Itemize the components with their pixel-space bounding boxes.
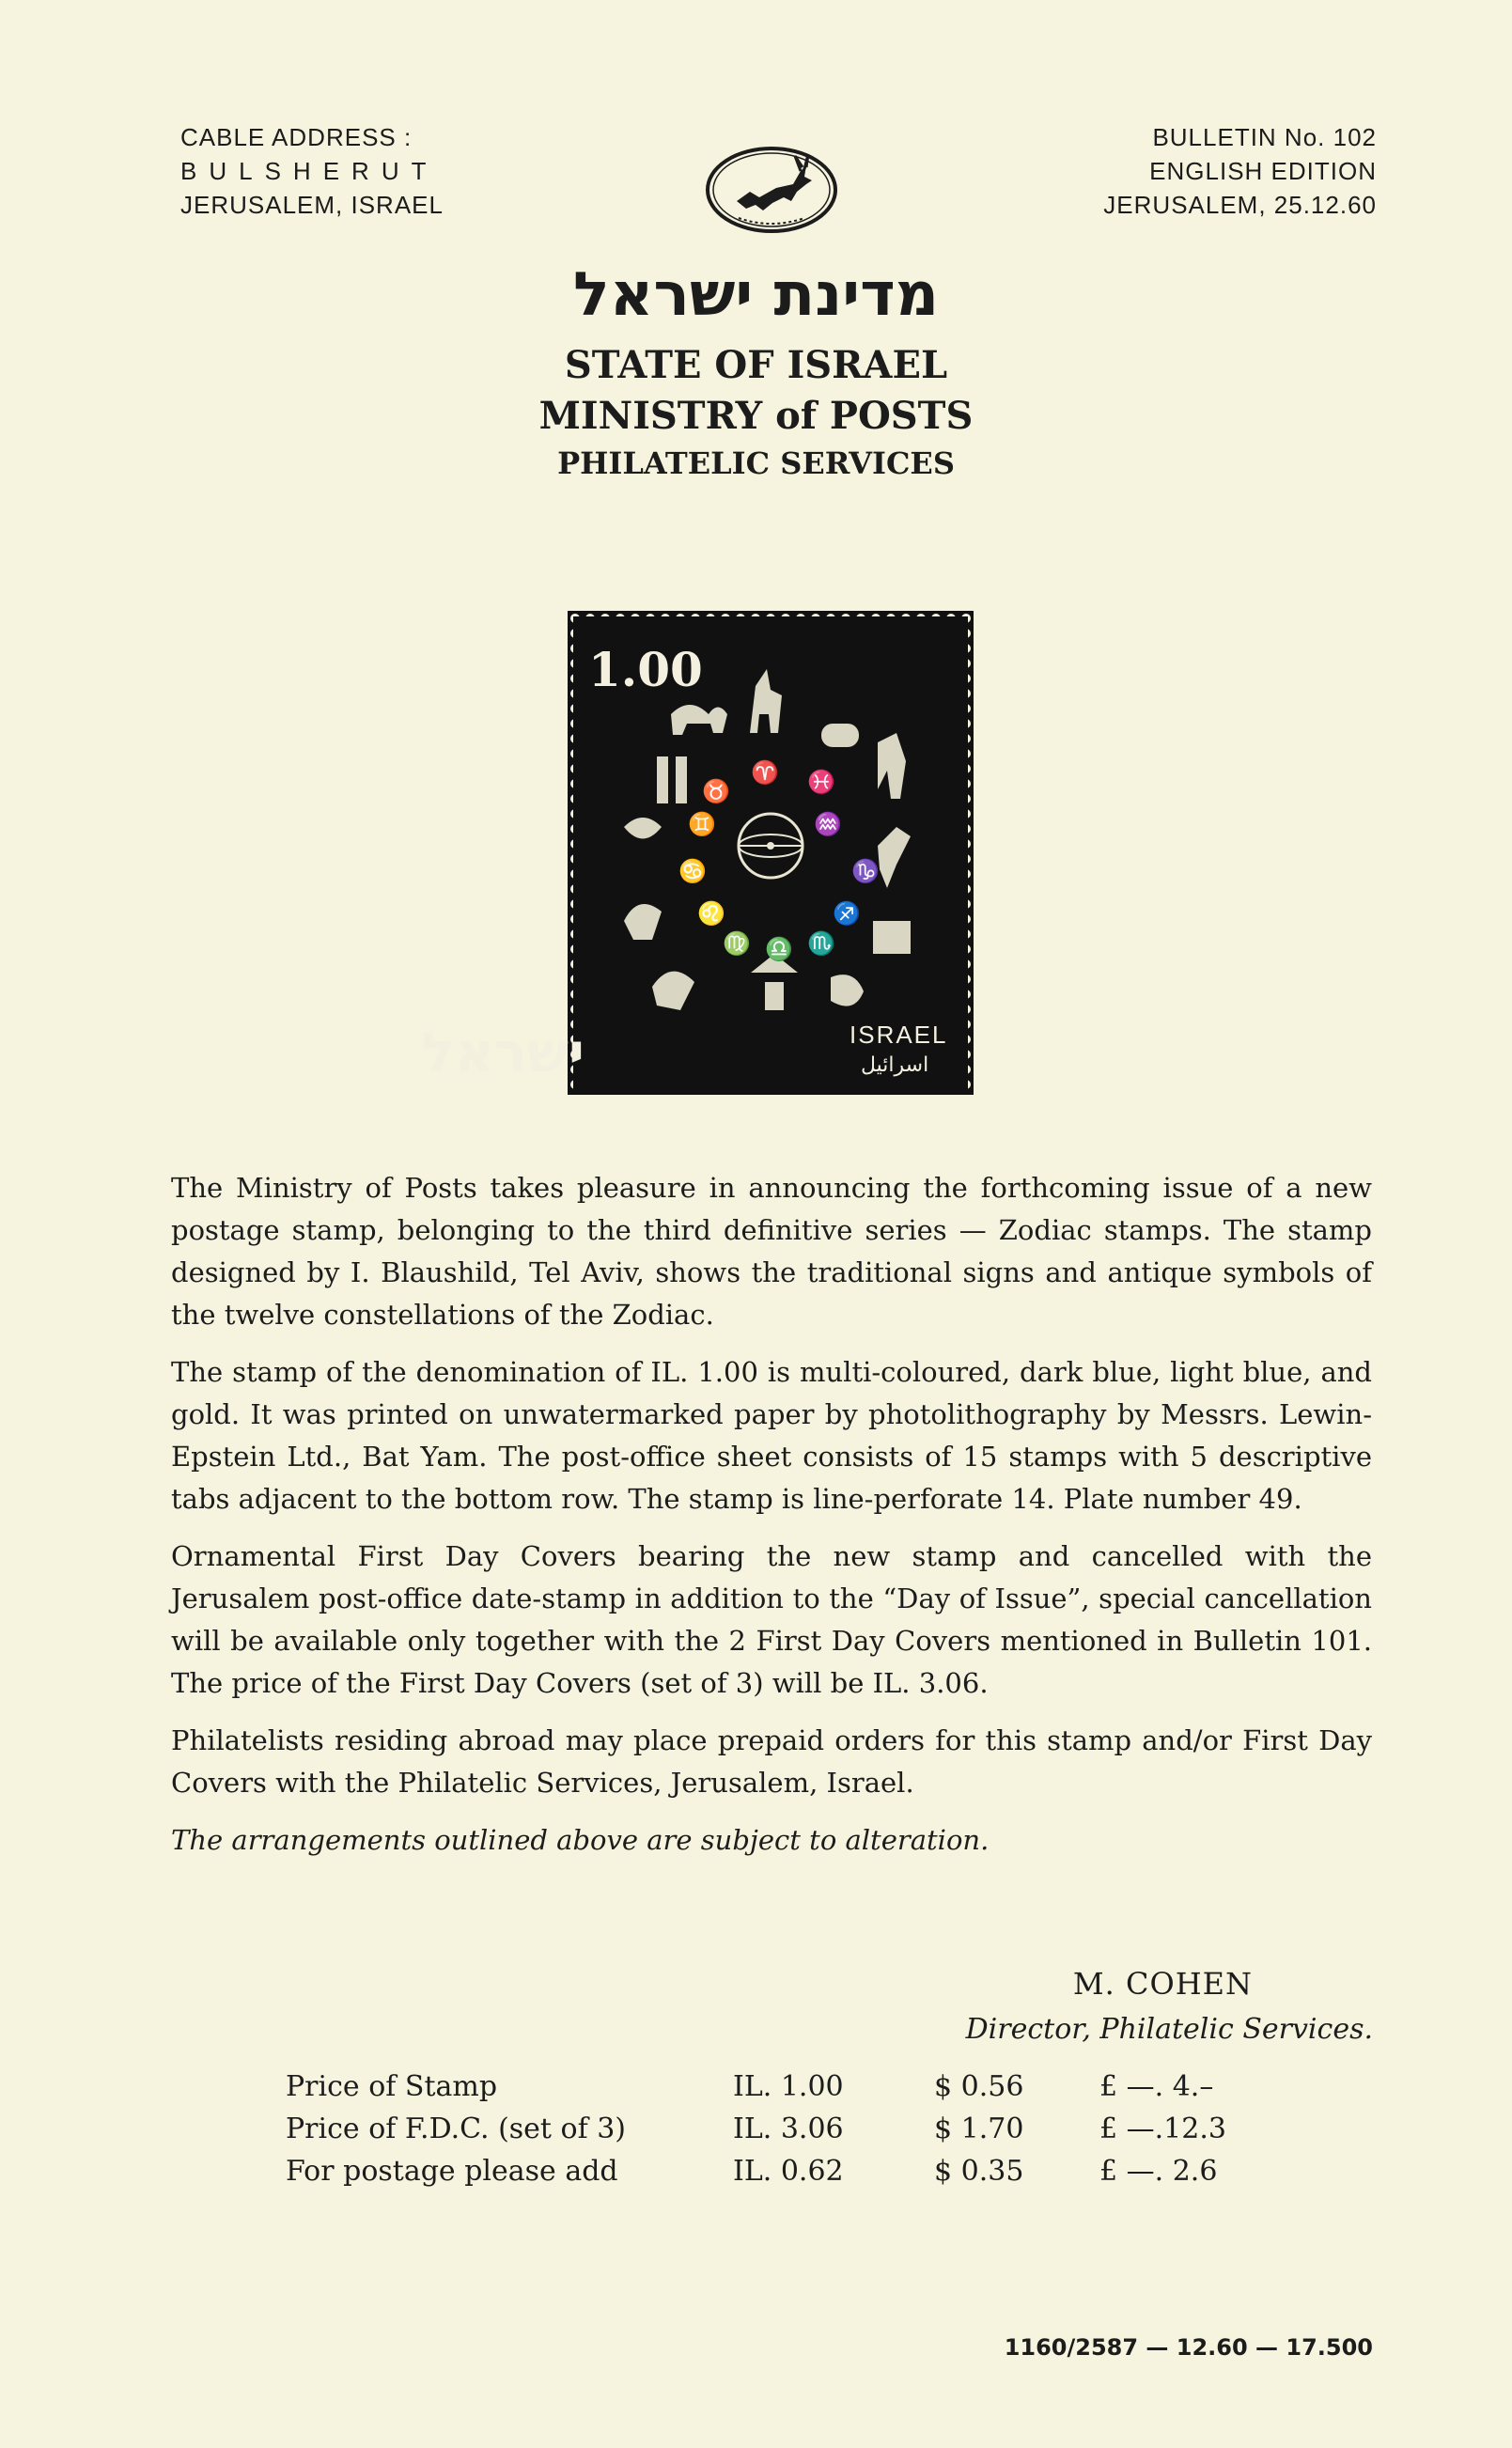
bulletin-info-block xyxy=(1103,120,1377,222)
paragraph-announcement: The Ministry of Posts takes pleasure in announcing the forthcoming issue of a new postage stamp, belonging to the third definitive series — Zodiac stamps. The stamp designed by I. Blaushild, Tel Aviv, shows the traditional signs and antique symbols of the twelve constellations of the Zodiac. xyxy=(171,1172,1372,1331)
svg-text:♑: ♑ xyxy=(851,858,880,884)
price-label: Price of Stamp xyxy=(286,2070,498,2103)
price-gbp: £ —.12.3 xyxy=(1099,2113,1226,2145)
cable-address-block xyxy=(180,120,444,222)
hebrew-title: מדינת ישראל xyxy=(573,260,939,330)
svg-text:♎: ♎ xyxy=(765,936,793,962)
print-code: 1160/2587 — 12.60 — 17.500 xyxy=(1004,2334,1373,2361)
svg-text:♌: ♌ xyxy=(697,900,725,927)
svg-text:♍: ♍ xyxy=(723,930,751,957)
price-usd: $ 0.56 xyxy=(934,2070,1024,2103)
svg-text:♓: ♓ xyxy=(807,769,835,795)
price-gbp: £ —. 2.6 xyxy=(1099,2155,1218,2188)
bulletin-date: JERUSALEM, 25.12.60 xyxy=(1103,191,1377,219)
bulletin-edition: ENGLISH EDITION xyxy=(1149,157,1377,185)
title-block xyxy=(0,340,1512,485)
price-row xyxy=(286,2108,1231,2150)
signatory-title: Director, Philatelic Services. xyxy=(965,2013,1373,2046)
price-table xyxy=(286,2066,1231,2192)
svg-text:♉: ♉ xyxy=(702,778,730,804)
price-usd: $ 0.35 xyxy=(934,2155,1024,2188)
paragraph-disclaimer: The arrangements outlined above are subject to alteration. xyxy=(171,1824,990,1856)
price-gbp: £ —. 4.– xyxy=(1099,2070,1214,2103)
svg-text:♐: ♐ xyxy=(833,900,861,927)
cable-address-city: JERUSALEM, ISRAEL xyxy=(180,191,444,219)
services-title: PHILATELIC SERVICES xyxy=(557,445,955,481)
zodiac-stamp-icon xyxy=(421,611,974,1095)
price-usd: $ 1.70 xyxy=(934,2113,1024,2145)
svg-text:♏: ♏ xyxy=(807,930,835,957)
stamp-hebrew: ישראל xyxy=(421,1021,585,1084)
price-il: IL. 3.06 xyxy=(733,2113,844,2145)
price-row xyxy=(286,2150,1231,2192)
price-row xyxy=(286,2066,1231,2108)
cable-address-code: BULSHERUT xyxy=(180,157,439,185)
ministry-title: MINISTRY of POSTS xyxy=(538,394,974,438)
svg-text:♒: ♒ xyxy=(814,811,842,837)
price-label: For postage please add xyxy=(286,2155,618,2188)
paragraph-first-day-covers: Ornamental First Day Covers bearing the new stamp and cancelled with the Jerusalem post-office date-stamp in addition to the “Day of Issue”, special cancellation will be available only together with the 2 First Day Covers mentioned in Bulletin 101. The price of the First Day Covers (set of 3) will be IL. 3.06. xyxy=(171,1540,1372,1699)
price-label: Price of F.D.C. (set of 3) xyxy=(286,2113,627,2145)
bulletin-body xyxy=(171,1167,1372,1877)
signatory-name: M. COHEN xyxy=(1072,1966,1253,2002)
price-il: IL. 1.00 xyxy=(733,2070,844,2103)
bulletin-number: BULLETIN No. 102 xyxy=(1152,123,1377,151)
state-title: STATE OF ISRAEL xyxy=(564,343,948,387)
stamp-country: ISRAEL xyxy=(850,1021,948,1049)
gazelle-emblem-icon xyxy=(701,143,842,237)
cable-address-label: CABLE ADDRESS : xyxy=(180,123,413,151)
paragraph-orders: Philatelists residing abroad may place prepaid orders for this stamp and/or First Day Covers with the Philatelic Services, Jerusalem, Israel. xyxy=(171,1724,1372,1799)
paragraph-details: The stamp of the denomination of IL. 1.00 is multi-coloured, dark blue, light blue, and gold. It was printed on unwatermarked paper by photolithography by Messrs. Lewin-Epstein Ltd., Bat Yam. The post-office sheet consists of 15 stamps with 5 descriptive tabs adjacent to the bottom row. The stamp is line-perforate 14. Plate number 49. xyxy=(171,1356,1372,1515)
svg-text:♈: ♈ xyxy=(751,759,779,786)
svg-text:♊: ♊ xyxy=(688,811,716,837)
stamp-arabic: اسرائيل xyxy=(861,1053,929,1077)
svg-text:♋: ♋ xyxy=(678,858,707,884)
stamp-value: 1.00 xyxy=(588,642,703,697)
price-il: IL. 0.62 xyxy=(733,2155,844,2188)
